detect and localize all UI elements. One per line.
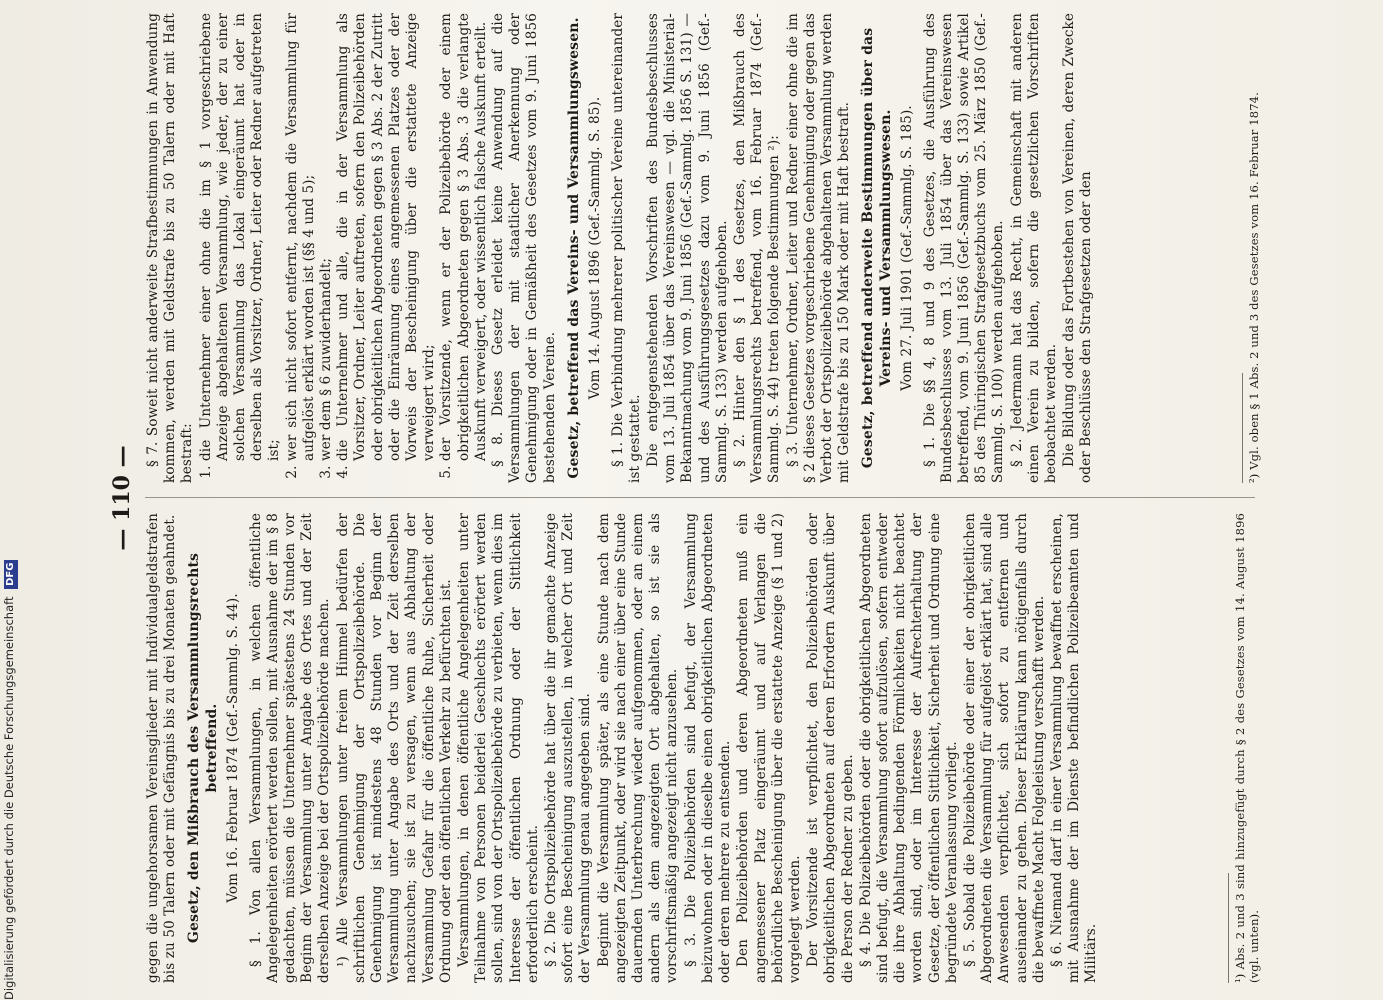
dfg-logo: DFG — [4, 560, 18, 589]
digitization-credit — [2, 560, 16, 1000]
section-2: § 2. Jedermann hat das Recht, in Gemeinschaft mit anderen einen Verein zu bilden, sofern die gesetzlichen Vorschriften beobachtet werden. — [1008, 13, 1060, 483]
section-1-par2: ¹) Alle Versammlungen unter freiem Himmel bedürfen der schriftlichen Genehmigung der Ortspolizeibehörde. Die Genehmigung ist mindestens 48 Stunden vor Beginn der Versammlung unter Angabe des Orts und der Zeit derselben nachzusuchen; sie ist zu versagen, wenn aus Abhaltung der Versammlung Gefahr für die öffentliche Ruhe, Sicherheit oder Ordnung oder den öffentlichen Verkehr zu befürchten ist. — [334, 513, 454, 983]
law-title: Gesetz, betreffend das Vereins- und Versammlungswesen. — [565, 17, 582, 479]
penalty-list — [198, 13, 490, 483]
law-title: Gesetz, den Mißbrauch des Versammlungsrechts betreffend. — [186, 552, 220, 944]
credit-text: Digitalisierung gefördert durch die Deutsche Forschungsgemeinschaft — [2, 596, 16, 1000]
section-3-par2: Den Polizeibehörden und deren Abgeordneten muß ein angemessener Platz eingeräumt und auf Verlangen die behördliche Bescheinigung über die erstattete Anzeige (§ 1 und 2) vorgelegt werden. — [735, 513, 803, 983]
section-1: § 1. Die §§ 4, 8 und 9 des Gesetzes, die Ausführung des Bundesbeschlusses vom 13. Juli 1854 über das Vereinswesen betreffend, vom 9. Juni 1856 (Gef.-Sammlg. S. 133) sowie Artikel 85 des Thüringischen Strafgesetzbuchs vom 25. März 1850 (Gef.-Sammlg. S. 100) werden aufgehoben. — [921, 13, 1007, 483]
list-item: 3. wer dem § 6 zuwiderhandelt; — [318, 13, 335, 461]
section-1: § 1. Die Verbindung mehrerer politischer Vereine untereinander ist gestattet. — [609, 13, 643, 483]
section-1-par3: Versammlungen, in denen öffentliche Angelegenheiten unter Teilnahme von Personen beiderlei Geschlechts erörtert werden sollen, sind von der Ortspolizeibehörde zu verbieten, wenn dies im Interesse der öffentlichen Ordnung oder der Sittlichkeit erforderlich erscheint. — [456, 513, 541, 983]
right-column — [145, 13, 1270, 483]
section-5: § 5. Sobald die Polizeibehörde oder einer der obrigkeitlichen Abgeordneten die Versammlung für aufgelöst erklärt hat, sind alle Anwesenden verpflichtet, sich sofort zu entfernen und auseinander zu gehen. Dieser Erklärung kann nötigenfalls durch die bewaffnete Macht Folgeleistung verschafft werden. — [961, 513, 1047, 983]
law-title: Gesetz, betreffend anderweite Bestimmungen über das Vereins- und Versammlungswesen. — [860, 27, 894, 469]
list-item: 4. die Unternehmer und alle, die in der Versammlung als Vorsitzer, Ordner, Leiter auftreten, sofern den Polizeibehörden oder obrigkeitlichen Abgeordneten gegen § 3 Abs. 2 der Zutritt oder die Einräumung eines angemessenen Platzes oder der Vorweis der Bescheinigung über die erstattete Anzeige verweigert wird; — [335, 13, 438, 461]
section-7: § 7. Soweit nicht anderweite Strafbestimmungen in Anwendung kommen, werden mit Geldstrafe bis zu 50 Talern oder mit Haft bestraft: — [145, 13, 196, 483]
column-divider — [145, 497, 1255, 498]
section-6: § 6. Niemand darf in einer Versammlung bewaffnet erscheinen, mit Ausnahme der im Dienste befindlichen Polizeibeamten und Militärs. — [1048, 513, 1100, 983]
footnote-rule — [1228, 873, 1229, 983]
rotated-page — [105, 13, 1270, 983]
section-2: § 2. Hinter den § 1 des Gesetzes, den Mißbrauch des Versammlungsrechts betreffend, vom 16. Februar 1874 (Gef.-Sammlg. S. 44) treten folgende Bestimmungen ²): — [732, 13, 783, 483]
paragraph: gegen die ungehorsamen Vereinsglieder mit Individualgeldstrafen bis zu 50 Talern oder mit Gefängnis bis zu drei Monaten geahndet. — [145, 513, 179, 983]
footnote-rule — [1242, 373, 1243, 483]
law-date: Vom 27. Juli 1901 (Gef.-Sammlg. S. 185). — [899, 105, 916, 391]
list-item: 1. die Unternehmer einer ohne die im § 1 vorgeschriebene Anzeige abgehaltenen Versammlung, wie jeder, der zu einer solchen Versammlung das Lokal eingeräumt hat oder in derselben als Vorsitzer, Ordner, Leiter oder Redner aufgetreten ist; — [198, 13, 284, 461]
footnote: ¹) Abs. 2 und 3 sind hinzugefügt durch § 2 des Gesetzes vom 14. August 1896 (vgl. unten). — [1233, 513, 1261, 983]
section-2-par2: Beginnt die Versammlung später, als eine Stunde nach dem angezeigten Zeitpunkt, oder wird sie nach einer über eine Stunde dauernden Unterbrechung wieder aufgenommen, oder an einem andern als dem angezeigten Ort abgehalten, so ist sie als vorschriftsmäßig angezeigt nicht anzusehen. — [595, 513, 681, 983]
footnote-area — [1218, 513, 1262, 983]
section-3: § 3. Unternehmer, Ordner, Leiter und Redner einer ohne die im § 2 dieses Gesetzes vorgeschriebene Genehmigung oder gegen das Verbot der Ortspolizeibehörde abgehaltenen Versammlung werden mit Geldstrafe bis zu 150 Mark oder mit Haft bestraft. — [784, 13, 853, 483]
section-3: § 3. Die Polizeibehörden sind befugt, der Versammlung beizuwohnen oder in dieselbe einen obrigkeitlichen Abgeordneten oder deren mehrere zu entsenden. — [682, 513, 734, 983]
list-item: 2. wer sich nicht sofort entfernt, nachdem die Versammlung für aufgelöst erklärt worden ist (§§ 4 und 5); — [284, 13, 318, 461]
law-date: Vom 14. August 1896 (Gef.-Sammlg. S. 85). — [587, 96, 604, 400]
section-2: § 2. Die Ortspolizeibehörde hat über die ihr gemachte Anzeige sofort eine Bescheinigung auszustellen, in welcher Ort und Zeit der Versammlung genau angegeben sind. — [543, 513, 594, 983]
section-1: § 1. Von allen Versammlungen, in welchen öffentliche Angelegenheiten erörtert werden sollen, mit Ausnahme der im § 8 gedachten, müssen die Unternehmer spätestens 24 Stunden vor Beginn der Versammlung unter Angabe des Ortes und der Zeit derselben Anzeige bei der Ortspolizeibehörde machen. — [247, 513, 333, 983]
section-2-par2: Die Bildung oder das Fortbestehen von Vereinen, deren Zwecke oder Beschlüsse den Strafgesetzen oder den — [1061, 13, 1095, 483]
page-number: — 110 — — [109, 445, 135, 551]
section-4: § 4. Die Polizeibehörden oder die obrigkeitlichen Abgeordneten sind befugt, die Versammlung sofort aufzulösen, sofern entweder die ihre Abhaltung bedingenden Förmlichkeiten nicht beachtet worden sind, oder im Interesse der Aufrechterhaltung der Gesetze, der öffentlichen Sittlichkeit, Sicherheit und Ordnung eine begründete Veranlassung vorliegt. — [857, 513, 960, 983]
footnote: ²) Vgl. oben § 1 Abs. 2 und 3 des Gesetzes vom 16. Februar 1874. — [1247, 92, 1261, 483]
section-8: § 8. Dieses Gesetz erleidet keine Anwendung auf die Versammlungen der mit staatlicher Anerkennung oder Genehmigung oder in Gemäßheit des Gesetzes vom 9. Juni 1856 bestehenden Vereine. — [490, 13, 558, 483]
section-3-par3: Der Vorsitzende ist verpflichtet, den Polizeibehörden oder obrigkeitlichen Abgeordneten auf deren Erfordern Auskunft über die Person der Redner zu geben. — [805, 513, 856, 983]
footnote-area — [1232, 13, 1262, 483]
list-item: 5. der Vorsitzende, wenn er der Polizeibehörde oder einem obrigkeitlichen Abgeordneten gegen § 3 Abs. 3 die verlangte Auskunft verweigert, oder wissentlich falsche Auskunft erteilt. — [438, 13, 490, 461]
law-date: Vom 16. Februar 1874 (Gef.-Sammlg. S. 44). — [225, 593, 242, 903]
section-1-par2: Die entgegenstehenden Vorschriften des Bundesbeschlusses vom 13. Juli 1854 über das Vereinswesen — vgl. die Ministerial-Bekanntmachung vom 9. Juni 1856 (Gef.-Sammlg. 1856 S. 131) — und des Ausführungsgesetzes dazu vom 9. Juni 1856 (Gef.-Sammlg. S. 133) werden aufgehoben. — [644, 13, 730, 483]
left-column — [145, 513, 1270, 983]
